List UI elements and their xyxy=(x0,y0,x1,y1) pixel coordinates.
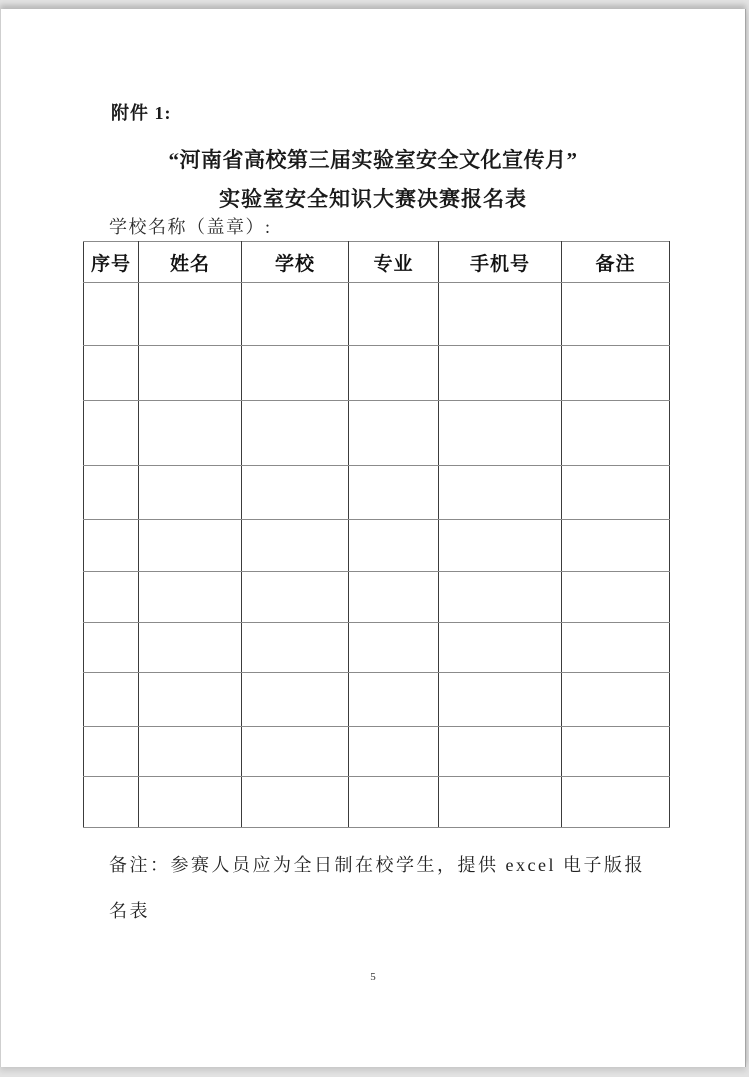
table-cell xyxy=(439,673,562,727)
table-cell xyxy=(139,673,242,727)
table-cell xyxy=(562,346,670,401)
table-cell xyxy=(562,673,670,727)
table-row xyxy=(84,572,670,623)
table-cell xyxy=(349,283,439,346)
table-cell xyxy=(349,401,439,466)
table-cell xyxy=(349,623,439,673)
table-cell xyxy=(562,572,670,623)
table-cell xyxy=(139,283,242,346)
table-cell xyxy=(84,623,139,673)
table-cell xyxy=(139,777,242,828)
table-cell xyxy=(242,401,349,466)
table-cell xyxy=(439,623,562,673)
header-cell-major: 专业 xyxy=(349,242,439,283)
document-page xyxy=(0,9,746,1067)
footnote-line1: 备注：参赛人员应为全日制在校学生，提供 excel 电子版报 xyxy=(109,855,645,875)
table-cell xyxy=(242,727,349,777)
document-title-line2: 实验室安全知识大赛决赛报名表 xyxy=(219,187,527,211)
table-cell xyxy=(84,520,139,572)
table-cell xyxy=(139,572,242,623)
table-cell xyxy=(349,727,439,777)
registration-table xyxy=(83,241,670,828)
table-row xyxy=(84,623,670,673)
table-cell xyxy=(84,727,139,777)
table-cell xyxy=(439,466,562,520)
table-cell xyxy=(349,520,439,572)
table-cell xyxy=(562,520,670,572)
document-title-line1: “河南省高校第三届实验室安全文化宣传月” xyxy=(168,148,578,172)
table-row xyxy=(84,673,670,727)
table-cell xyxy=(139,623,242,673)
table-cell xyxy=(439,777,562,828)
table-cell xyxy=(84,346,139,401)
table-cell xyxy=(439,346,562,401)
header-cell-remark: 备注 xyxy=(562,242,670,283)
table-row xyxy=(84,401,670,466)
table-cell xyxy=(84,572,139,623)
table-cell xyxy=(84,401,139,466)
table-cell xyxy=(242,623,349,673)
table-cell xyxy=(349,466,439,520)
table-cell xyxy=(242,673,349,727)
table-cell xyxy=(349,777,439,828)
footnote-line2: 名表 xyxy=(109,901,150,921)
footnote xyxy=(109,842,669,934)
table-row xyxy=(84,520,670,572)
header-cell-school: 学校 xyxy=(242,242,349,283)
table-cell xyxy=(439,727,562,777)
table-cell xyxy=(139,401,242,466)
table-cell xyxy=(439,520,562,572)
table-cell xyxy=(439,401,562,466)
table-cell xyxy=(242,283,349,346)
table-cell xyxy=(84,777,139,828)
table-cell xyxy=(84,283,139,346)
table-cell xyxy=(242,346,349,401)
table-row xyxy=(84,346,670,401)
table-cell xyxy=(139,466,242,520)
table-cell xyxy=(439,572,562,623)
table-cell xyxy=(139,346,242,401)
table-cell xyxy=(349,346,439,401)
table-cell xyxy=(562,401,670,466)
table-cell xyxy=(139,727,242,777)
table-cell xyxy=(349,572,439,623)
table-cell xyxy=(349,673,439,727)
header-cell-name: 姓名 xyxy=(139,242,242,283)
table-header-row xyxy=(84,242,670,283)
table-cell xyxy=(242,520,349,572)
attachment-label: 附件 1: xyxy=(111,103,172,123)
table-cell xyxy=(84,673,139,727)
table-cell xyxy=(242,777,349,828)
table-cell xyxy=(242,572,349,623)
table-cell xyxy=(242,466,349,520)
school-name-label: 学校名称（盖章）: xyxy=(109,217,272,237)
table-row xyxy=(84,777,670,828)
table-cell xyxy=(562,623,670,673)
table-row xyxy=(84,466,670,520)
table-cell xyxy=(562,777,670,828)
table-cell xyxy=(562,466,670,520)
table-cell xyxy=(84,466,139,520)
header-cell-phone: 手机号 xyxy=(439,242,562,283)
table-row xyxy=(84,283,670,346)
table-cell xyxy=(439,283,562,346)
page-number: 5 xyxy=(370,971,376,983)
table-cell xyxy=(562,727,670,777)
header-cell-index: 序号 xyxy=(84,242,139,283)
table-row xyxy=(84,727,670,777)
table-cell xyxy=(139,520,242,572)
table-cell xyxy=(562,283,670,346)
